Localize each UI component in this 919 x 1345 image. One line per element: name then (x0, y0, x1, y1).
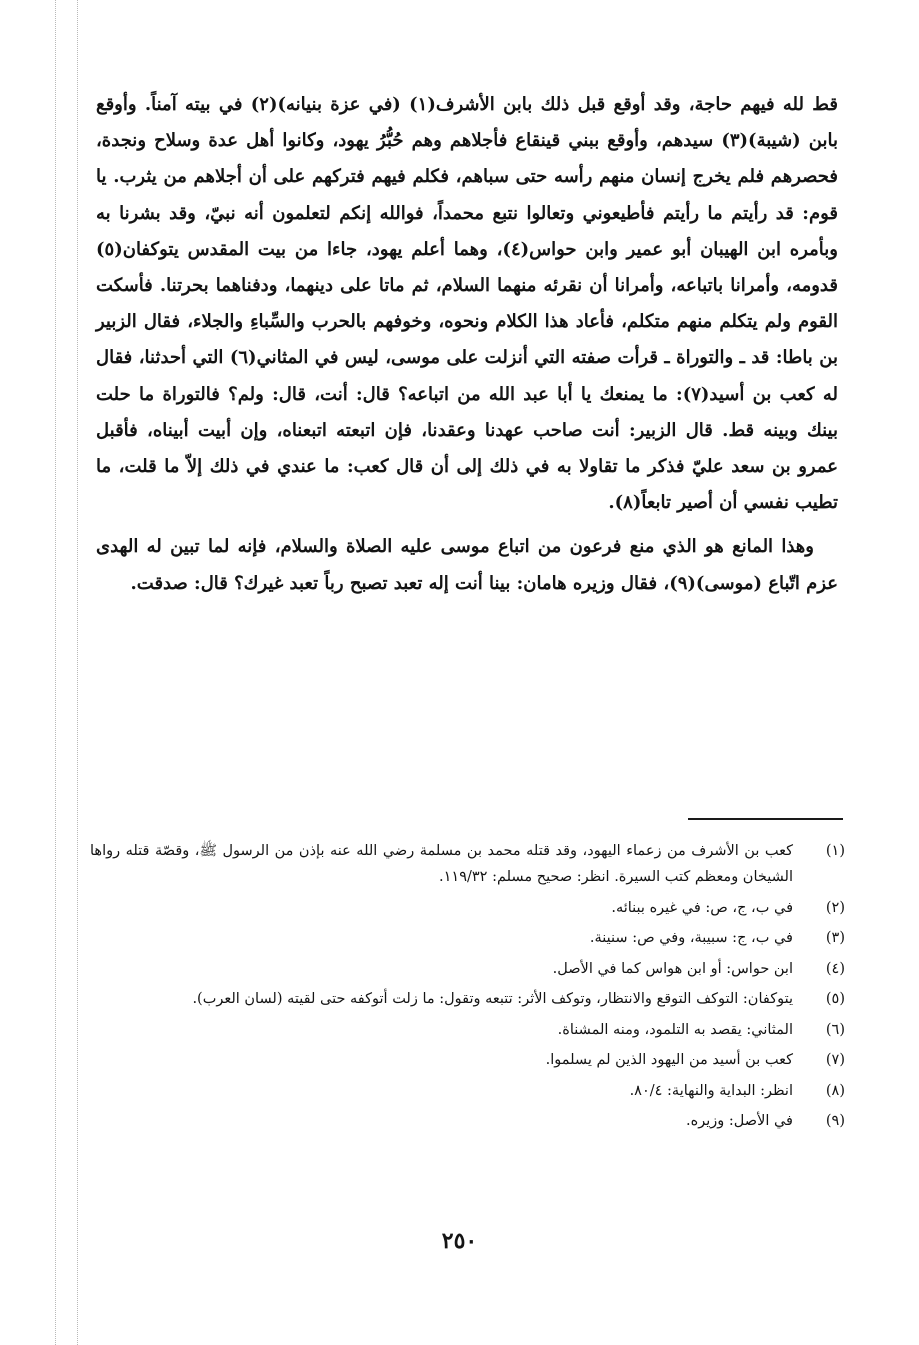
footnote-text: كعب بن أسيد من اليهود الذين لم يسلموا. (545, 1052, 793, 1068)
footnote-number: (٦) (825, 1021, 845, 1038)
footnote (90, 1017, 845, 1043)
footnote-text: في ب، ج: سبيبة، وفي ص: سنينة. (589, 930, 793, 946)
footnote (90, 1108, 845, 1134)
footnote (90, 895, 845, 921)
paragraph: قط لله فيهم حاجة، وقد أوقع قبل ذلك بابن الأشرف(١) (في عزة بنيانه)(٢) في بيته آمناً. وأوقع بابن (شيبة)(٣) سيدهم، وأوقع ببني قينقاع فأجلاهم وهم حُبُّرُ يهود، وكانوا أهل عدة وسلاح ونجدة، فحصرهم فلم يخرج إنسان منهم رأسه حتى سباهم، فكلم فيهم فتركهم على أن أجلاهم من يثرب. يا قوم: قد رأيتم ما رأيتم فأطيعوني وتعالوا نتبع محمداً، فوالله إنكم لتعلمون أنه نبيّ، وقد بشرنا به وبأمره ابن الهيبان أبو عمير وابن حواس(٤)، وهما أعلم يهود، جاءا من بيت المقدس يتوكفان(٥) قدومه، وأمرانا باتباعه، وأمرانا أن نقرئه منهما السلام، ثم ماتا على دينهما، ودفناهما بحرتنا. فأسكت القوم ولم يتكلم منهم متكلم، فأعاد هذا الكلام ونحوه، وخوفهم بالحرب والسِّباءِ والجلاء، فقال الزبير بن باطا: قد ـ والتوراة ـ قرأت صفته التي أنزلت على موسى، ليس في المثاني(٦) التي أحدثنا، فقال له كعب بن أسيد(٧): ما يمنعك يا أبا عبد الله من اتباعه؟ قال: أنت، قال: ولم؟ فالتوراة ما حلت بينك وبينه قط. قال الزبير: أنت صاحب عهدنا وعقدنا، فإن اتبعته اتبعناه، وإن أبيت أبيناه، فأقبل عمرو بن سعد عليّ فذكر ما تقاولا به في ذلك إلى أن قال كعب: ما عندي في ذلك إلاّ ما قلت، ما تطيب نفسي أن أصير تابعاً(٨). (96, 94, 838, 514)
footnote-text: يتوكفان: التوكف التوقع والانتظار، وتوكف الأثر: تتبعه وتقول: ما زلت أتوكفه حتى لقيته (لسان العرب). (192, 991, 793, 1007)
footnote (90, 925, 845, 951)
footnote-text: ابن حواس: أو ابن هواس كما في الأصل. (552, 960, 793, 977)
footnote-number: (٥) (825, 991, 845, 1007)
footnote-text: في الأصل: وزيره. (686, 1113, 793, 1129)
footnote (90, 1047, 845, 1073)
footnote-number: (٨) (825, 1082, 845, 1099)
footnote-number: (٢) (825, 899, 845, 916)
main-text (96, 87, 838, 602)
footnote-text: انظر: البداية والنهاية: ٨٠/٤. (629, 1082, 793, 1099)
footnote-number: (١) (825, 843, 845, 859)
footnote-number: (٤) (825, 960, 845, 977)
paragraph: وهذا المانع هو الذي منع فرعون من اتباع موسى عليه الصلاة والسلام، فإنه لما تبين له الهدى عزم اتّباع (موسى)(٩)، فقال وزيره هامان: بينا أنت إله تعبد تصبح رباً تعبد غيرك؟ قال: صدقت. (96, 536, 838, 594)
scan-edge-mark (77, 0, 78, 1345)
scan-edge-mark (55, 0, 56, 1345)
footnote-number: (٣) (825, 930, 845, 946)
footnote-text: المثاني: يقصد به التلمود، ومنه المشناة. (557, 1021, 793, 1038)
footnote (90, 956, 845, 982)
page-number: ٢٥٠ (441, 1228, 478, 1254)
footnote (90, 1078, 845, 1104)
footnote-text: كعب بن الأشرف من زعماء اليهود، وقد قتله محمد بن مسلمة رضي الله عنه بإذن من الرسول ﷺ، وقصّة قتله رواها الشيخان ومعظم كتب السيرة. انظر: صحيح مسلم: ١١٩/٣٢. (90, 843, 793, 885)
footnote-separator (688, 818, 843, 820)
footnote (90, 838, 845, 890)
footnote (90, 986, 845, 1012)
footnote-number: (٩) (825, 1113, 845, 1129)
footnote-number: (٧) (825, 1052, 845, 1068)
footnotes (90, 838, 845, 1139)
footnote-text: في ب، ج، ص: في غيره ببنائه. (611, 899, 793, 916)
